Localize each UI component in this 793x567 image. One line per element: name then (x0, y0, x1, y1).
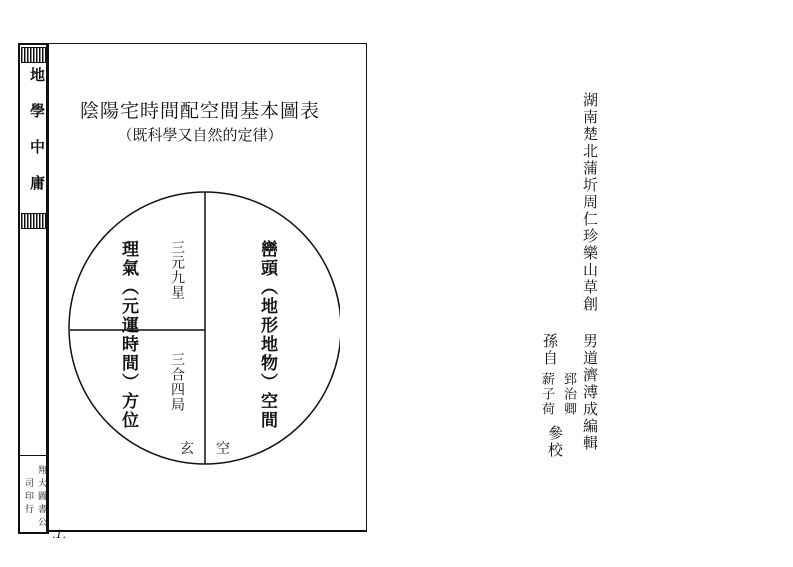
xuan-char: 玄 (180, 441, 195, 457)
table-subtitle: （既科學又自然的定律） (117, 126, 283, 144)
spine-title: 地學中庸 (28, 67, 46, 211)
kong-char: 空 (216, 441, 231, 457)
publisher-label: 翔大圖書公司印行 (20, 455, 48, 532)
editor-credit: 男道濟溥成編輯 (581, 333, 599, 452)
table-title: 陰陽宅時間配空間基本圖表 (79, 100, 320, 122)
qi-direction-label: 理氣（元運時間）方位 (118, 240, 138, 430)
three-yuan-nine-stars-label: 三元九星 (169, 240, 185, 300)
circle-diagram (60, 190, 340, 470)
author-credit: 湖南楚北蒲圻周仁珍樂山草創 (581, 92, 599, 313)
spine-hatch-top (21, 47, 47, 63)
book-spine (18, 43, 49, 534)
spine-hatch-bottom (21, 213, 47, 229)
proofread-credit: 參校 (546, 425, 564, 459)
page-number: .1. (52, 528, 66, 541)
grandson-name-1: 郅治卿 (561, 372, 576, 417)
terrain-space-label: 巒頭（地形地物）空間 (257, 240, 277, 430)
three-harmony-four-bureaus-label: 三合四局 (169, 352, 185, 412)
grandson-label: 孫自 (541, 333, 559, 367)
grandson-name-2: 薪子荷 (539, 372, 554, 417)
